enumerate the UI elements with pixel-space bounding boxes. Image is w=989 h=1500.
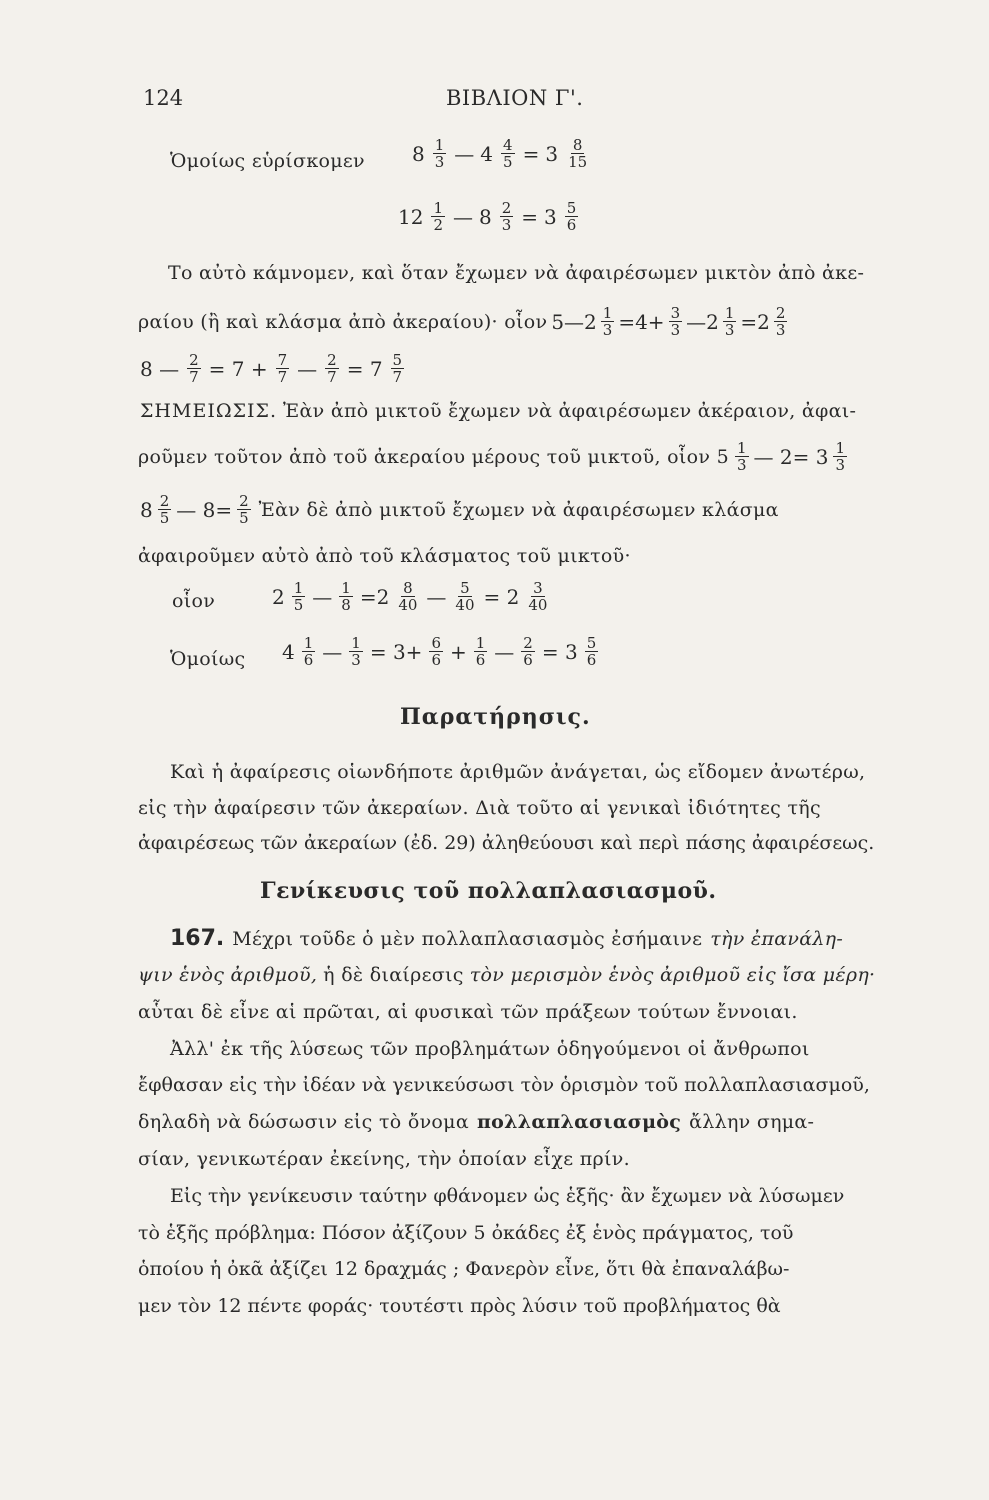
fraction: $\frac{1}{3}$ bbox=[602, 304, 613, 339]
fraction: $\frac{2}{6}$ bbox=[523, 634, 533, 669]
fraction: $\frac{3}{3}$ bbox=[670, 304, 681, 339]
text-fragment: Μέχρι τοῦδε ὁ μὲν πολλαπλασιασμὸς ἐσήμαινε bbox=[232, 928, 703, 950]
fraction: $\frac{1}{6}$ bbox=[303, 634, 314, 669]
text-fragment: ἡ δὲ διαίρεσις bbox=[323, 964, 464, 986]
math-op: = bbox=[522, 141, 540, 166]
math-term: — bbox=[297, 356, 318, 381]
math-term: 2 bbox=[272, 584, 285, 609]
text-line bbox=[140, 400, 856, 422]
fraction: $\frac{8}{15}$ bbox=[568, 136, 588, 171]
fraction: $\frac{2}{3}$ bbox=[501, 199, 512, 234]
text-line: σίαν, γενικωτέραν ἐκείνης, τὴν ὁποίαν εἶχε πρίν. bbox=[138, 1148, 630, 1170]
math-term: 5—2 bbox=[551, 309, 597, 334]
text-fragment: ροῦμεν τοῦτον ἀπὸ τοῦ ἀκεραίου μέρους τοῦ μικτοῦ, οἷον 5 bbox=[138, 445, 729, 468]
math-term: + bbox=[449, 639, 467, 664]
text-line: αὗται δὲ εἶνε αἱ πρῶται, αἱ φυσικαὶ τῶν πράξεων τούτων ἔννοιαι. bbox=[138, 1001, 798, 1023]
text-fragment: ἄλλην σημα- bbox=[689, 1111, 815, 1133]
examples-intro: Ὁμοίως εὑρίσκομεν bbox=[170, 150, 365, 172]
text-line bbox=[138, 440, 849, 473]
fraction: $\frac{4}{5}$ bbox=[503, 136, 513, 171]
bold-term: πολλαπλασιασμὸς bbox=[476, 1111, 682, 1133]
text-line: εἰς τὴν ἀφαίρεσιν τῶν ἀκεραίων. Διὰ τοῦτο αἱ γενικαὶ ἰδιότητες τῆς bbox=[138, 797, 821, 819]
text-line: Εἰς τὴν γενίκευσιν ταύτην φθάνομεν ὡς ἑξῆς· ἂν ἔχωμεν νὰ λύσωμεν bbox=[170, 1185, 845, 1207]
math-term: = 7 bbox=[346, 356, 383, 381]
oion-label: οἷον bbox=[172, 590, 216, 612]
emphasis-text: τὴν ἐπανάλη- bbox=[710, 928, 844, 950]
text-line bbox=[138, 1111, 814, 1133]
math-term: — 8= bbox=[176, 497, 233, 522]
text-line: ἔφθασαν εἰς τὴν ἰδέαν νὰ γενικεύσωσι τὸν ὁρισμὸν τοῦ πολλαπλασιασμοῦ, bbox=[138, 1074, 870, 1096]
text-line bbox=[138, 964, 875, 986]
text-line: Καὶ ἡ ἀφαίρεσις οἱωνδήποτε ἀριθμῶν ἀνάγεται, ὡς εἴδομεν ἀνωτέρω, bbox=[170, 761, 866, 783]
fraction: $\frac{5}{7}$ bbox=[392, 351, 403, 386]
paragraph-number: 167. bbox=[170, 926, 225, 951]
math-term: 8 — bbox=[140, 356, 180, 381]
equation-line bbox=[282, 635, 600, 668]
section-heading: Παρατήρησις. bbox=[400, 704, 591, 730]
math-term: — bbox=[494, 639, 515, 664]
fraction: $\frac{7}{7}$ bbox=[277, 351, 288, 386]
fraction: $\frac{2}{5}$ bbox=[159, 492, 170, 527]
running-title: ΒΙΒΛΙΟΝ Γ'. bbox=[446, 86, 584, 110]
math-term: =4+ bbox=[618, 309, 665, 334]
fraction: $\frac{1}{3}$ bbox=[736, 439, 747, 474]
homoios-label: Ὁμοίως bbox=[170, 648, 246, 670]
fraction: $\frac{1}{8}$ bbox=[341, 579, 351, 614]
math-term: 12 bbox=[398, 204, 424, 229]
section-heading: Γενίκευσις τοῦ πολλαπλασιασμοῦ. bbox=[260, 878, 717, 904]
math-op: — bbox=[453, 204, 473, 229]
fraction: $\frac{1}{3}$ bbox=[434, 136, 445, 171]
math-term: = 2 bbox=[483, 584, 520, 609]
math-term: = 3 bbox=[541, 639, 578, 664]
text-line: Ἀλλ' ἐκ τῆς λύσεως τῶν προβλημάτων ὁδηγούμενοι οἱ ἄνθρωποι bbox=[170, 1038, 810, 1060]
math-op: — bbox=[454, 141, 475, 166]
equation-inline bbox=[551, 305, 789, 338]
fraction: $\frac{1}{3}$ bbox=[835, 439, 845, 474]
equation-line bbox=[412, 137, 591, 170]
equation-line bbox=[398, 200, 580, 233]
math-term: —2 bbox=[686, 309, 719, 334]
text-fragment: δηλαδὴ νὰ δώσωσιν εἰς τὸ ὄνομα bbox=[138, 1111, 469, 1133]
text-fragment: Ἐὰν δὲ ἀπὸ μικτοῦ ἔχωμεν νὰ ἀφαιρέσωμεν κλάσμα bbox=[258, 498, 779, 521]
math-term: 3 bbox=[545, 141, 559, 166]
fraction: $\frac{1}{6}$ bbox=[475, 634, 486, 669]
equation-line bbox=[272, 580, 551, 613]
equation-line bbox=[140, 352, 406, 385]
fraction: $\frac{2}{3}$ bbox=[775, 304, 786, 339]
equation-inline bbox=[140, 493, 253, 526]
math-term: — bbox=[322, 639, 343, 664]
math-term: — bbox=[312, 584, 333, 609]
fraction: $\frac{5}{6}$ bbox=[566, 199, 577, 234]
math-op: = bbox=[521, 204, 539, 229]
fraction: $\frac{1}{2}$ bbox=[433, 199, 443, 234]
emphasis-text: τὸν μερισμὸν ἑνὸς ἀριθμοῦ εἰς ἴσα μέρη· bbox=[469, 964, 876, 986]
math-term: =2 bbox=[740, 309, 770, 334]
fraction: $\frac{5}{40}$ bbox=[455, 579, 475, 614]
math-term: 8 bbox=[479, 204, 492, 229]
text-line: Το αὐτὸ κάμνομεν, καὶ ὅταν ἔχωμεν νὰ ἀφαιρέσωμεν μικτὸν ἀπὸ ἀκε- bbox=[168, 262, 865, 284]
text-line bbox=[138, 305, 789, 338]
math-term: 8 bbox=[412, 141, 425, 166]
text-line: τὸ ἑξῆς πρόβλημα: Πόσον ἀξίζουν 5 ὀκάδες ἐξ ἑνὸς πράγματος, τοῦ bbox=[138, 1222, 794, 1244]
fraction: $\frac{3}{40}$ bbox=[528, 579, 548, 614]
math-term: = 3+ bbox=[369, 639, 423, 664]
fraction: $\frac{8}{40}$ bbox=[398, 579, 418, 614]
math-term: 4 bbox=[480, 141, 494, 166]
fraction: $\frac{1}{5}$ bbox=[293, 579, 304, 614]
text-line: ἀφαιρέσεως τῶν ἀκεραίων (ἐδ. 29) ἀληθεύουσι καὶ περὶ πάσης ἀφαιρέσεως. bbox=[138, 832, 875, 854]
math-term: 3 bbox=[544, 204, 557, 229]
fraction: $\frac{6}{6}$ bbox=[431, 634, 441, 669]
math-term: = 7 + bbox=[208, 356, 268, 381]
equation-inline bbox=[733, 440, 849, 473]
note-label: ΣΗΜΕΙΩΣΙΣ. bbox=[140, 400, 277, 422]
text-line: ἀφαιροῦμεν αὐτὸ ἀπὸ τοῦ κλάσματος τοῦ μικτοῦ· bbox=[138, 545, 631, 567]
fraction: $\frac{2}{7}$ bbox=[189, 351, 199, 386]
text-line: ὁποίου ἡ ὀκᾶ ἀξίζει 12 δραχμάς ; Φανερὸν εἶνε, ὅτι θὰ ἐπαναλάβω- bbox=[138, 1258, 790, 1280]
math-term: 4 bbox=[282, 639, 295, 664]
math-term: — 2= 3 bbox=[753, 444, 829, 469]
fraction: $\frac{2}{7}$ bbox=[327, 351, 337, 386]
text-fragment: ραίου (ἢ καὶ κλάσμα ἀπὸ ἀκεραίου)· οἷον bbox=[138, 310, 548, 333]
fraction: $\frac{1}{3}$ bbox=[351, 634, 361, 669]
math-term: 8 bbox=[140, 497, 153, 522]
math-term: =2 bbox=[359, 584, 390, 609]
text-fragment: Ἐὰν ἀπὸ μικτοῦ ἔχωμεν νὰ ἀφαιρέσωμεν ἀκέραιον, ἀφαι- bbox=[283, 400, 857, 422]
page-number: 124 bbox=[143, 86, 184, 110]
fraction: $\frac{2}{5}$ bbox=[239, 492, 249, 527]
fraction: $\frac{1}{3}$ bbox=[724, 304, 735, 339]
text-line: μεν τὸν 12 πέντε φοράς· τουτέστι πρὸς λύσιν τοῦ προβλήματος θὰ bbox=[138, 1295, 781, 1317]
math-term: — bbox=[426, 584, 447, 609]
text-line bbox=[170, 926, 843, 951]
fraction: $\frac{5}{6}$ bbox=[586, 634, 597, 669]
emphasis-text: ψιν ἑνὸς ἀριθμοῦ, bbox=[138, 964, 318, 986]
text-line bbox=[140, 493, 779, 526]
